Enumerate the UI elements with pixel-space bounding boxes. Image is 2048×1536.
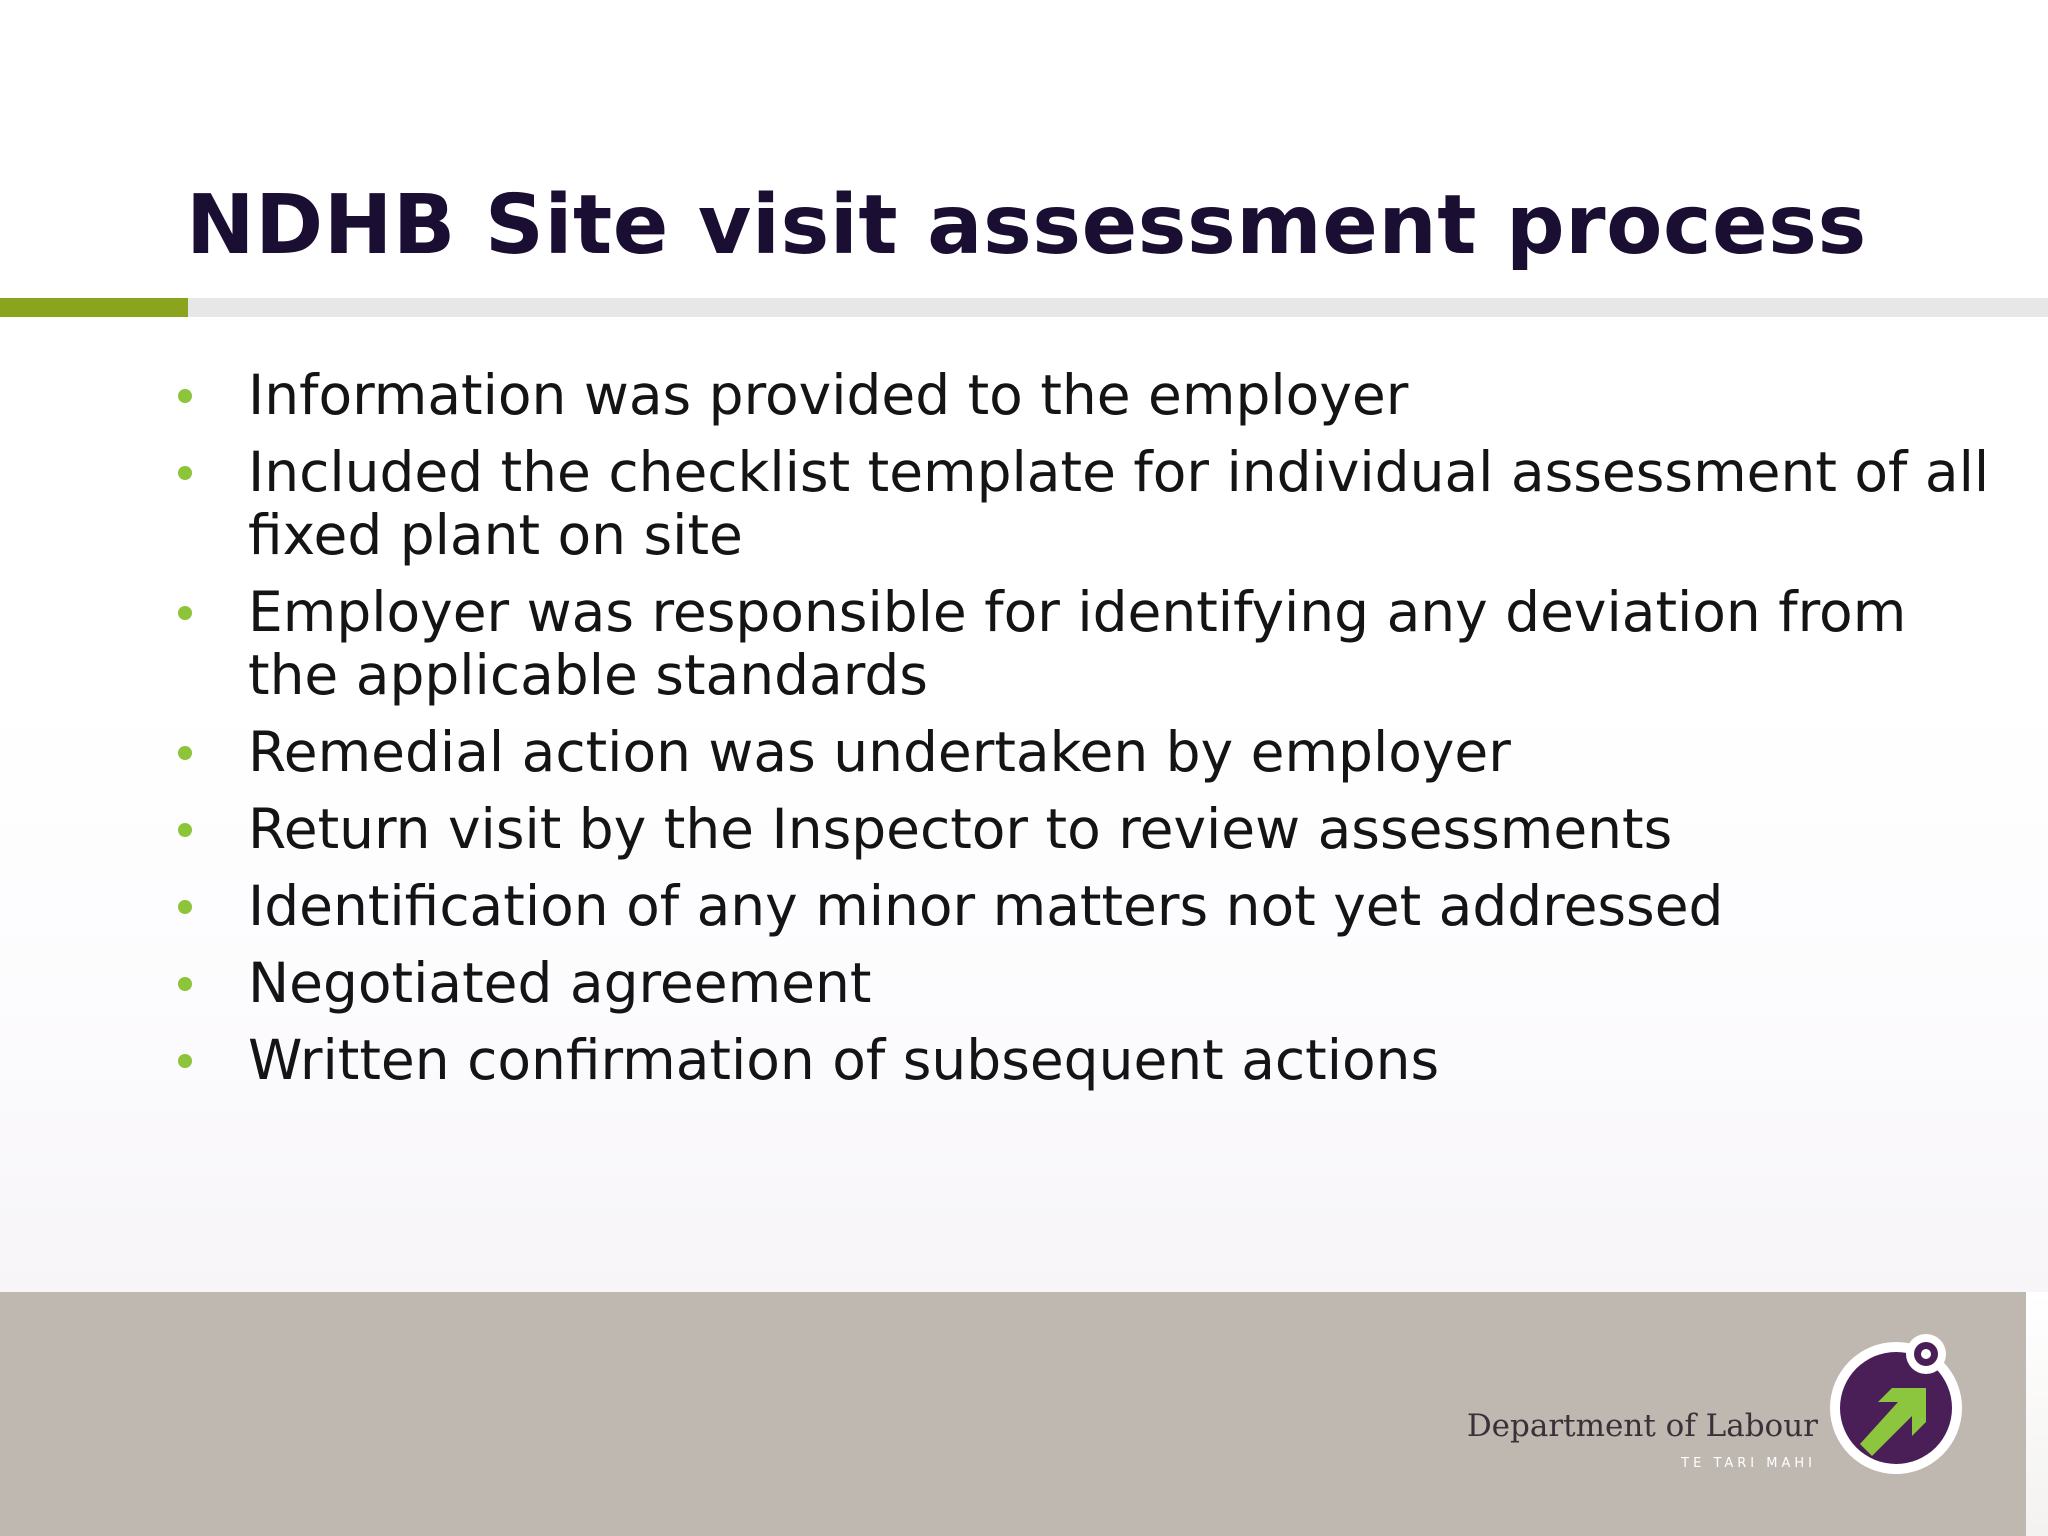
bullet-text: Return visit by the Inspector to review assessments <box>248 797 1673 861</box>
bullet-item <box>172 875 2002 938</box>
bullet-text: Information was provided to the employer <box>248 363 1409 427</box>
bullet-list <box>172 364 2002 1106</box>
bullet-text: Included the checklist template for individual assessment of all fixed plant on site <box>248 440 1990 567</box>
bullet-text: Identification of any minor matters not yet addressed <box>248 874 1724 938</box>
bullet-item <box>172 952 2002 1015</box>
bullet-dot-icon <box>178 900 192 914</box>
bullet-dot-icon <box>178 466 192 480</box>
bullet-dot-icon <box>178 389 192 403</box>
bullet-text: Remedial action was undertaken by employer <box>248 720 1511 784</box>
bullet-dot-icon <box>178 1054 192 1068</box>
bullet-dot-icon <box>178 977 192 991</box>
bullet-item <box>172 798 2002 861</box>
slide-title: NDHB Site visit assessment process <box>186 178 1867 273</box>
bullet-dot-icon <box>178 823 192 837</box>
logo-name: Department of Labour <box>1466 1408 1818 1444</box>
bullet-item <box>172 581 2002 707</box>
bullet-item <box>172 441 2002 567</box>
bullet-item <box>172 364 2002 427</box>
bullet-text: Written confirmation of subsequent actions <box>248 1028 1440 1092</box>
title-rule-accent <box>0 298 188 317</box>
bullet-item <box>172 721 2002 784</box>
bullet-text: Negotiated agreement <box>248 951 872 1015</box>
title-rule <box>188 298 2048 317</box>
bullet-dot-icon <box>178 606 192 620</box>
department-of-labour-logo-icon <box>1826 1316 1972 1486</box>
bullet-item <box>172 1029 2002 1092</box>
logo-subtitle: TE TARI MAHI <box>1681 1456 1816 1471</box>
bullet-dot-icon <box>178 746 192 760</box>
footer-corner <box>2026 1292 2048 1536</box>
bullet-text: Employer was responsible for identifying any deviation from the applicable standards <box>248 580 1907 707</box>
